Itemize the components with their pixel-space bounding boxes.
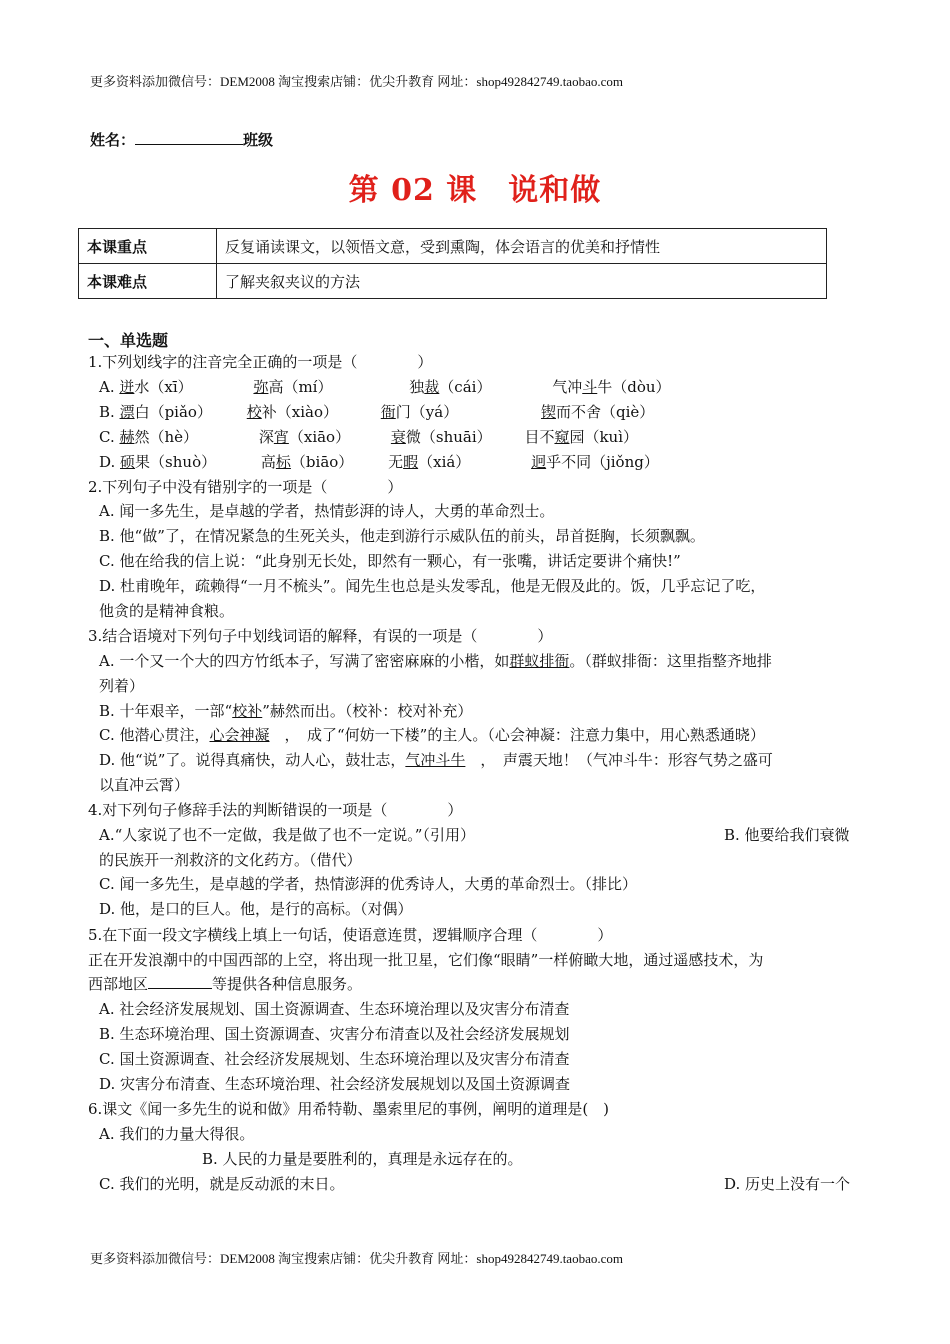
q5-passage-cont: 西部地区 等提供各种信息服务。 <box>88 975 363 993</box>
section-heading: 一、单选题 <box>88 331 169 350</box>
q6-option-d: D. 历史上没有一个 <box>724 1175 851 1193</box>
page-header: 更多资料添加微信号：DEM2008 淘宝搜索店铺：优尖升教育 网址：shop492842749.taobao.com <box>90 74 623 89</box>
lesson-title: 第 02 课 说和做 <box>348 173 602 208</box>
q5-option-c: C. 国土资源调查、社会经济发展规划、生态环境治理以及灾害分布清查 <box>99 1050 570 1068</box>
q4-option-d: D. 他，是口的巨人。他，是行的高标。（对偶） <box>99 900 413 918</box>
table-value: 了解夹叙夹议的方法 <box>217 264 827 299</box>
q5-option-d: D. 灾害分布清查、生态环境治理、社会经济发展规划以及国土资源调查 <box>99 1075 571 1093</box>
q5-stem: 5.在下面一段文字横线上填上一句话，使语意连贯，逻辑顺序合理（ ） <box>88 926 613 944</box>
class-label: 班级 <box>243 131 274 149</box>
table-row <box>79 229 827 264</box>
q2-option-a: A. 闻一多先生，是卓越的学者，热情彭湃的诗人，大勇的革命烈士。 <box>99 502 555 520</box>
q1-option-c: C. 赫然（hè） 深宵（xiāo） 衰微（shuāi） 目不窥园（kuì） <box>99 428 639 446</box>
q4-stem: 4.对下列句子修辞手法的判断错误的一项是（ ） <box>88 801 463 819</box>
q2-option-b: B. 他“做”了，在情况紧急的生死关头，他走到游行示威队伍的前头，昂首挺胸，长须飘飘。 <box>99 527 705 545</box>
table-row <box>79 264 827 299</box>
q4-option-a: A.“人家说了也不一定做，我是做了也不一定说。”（引用） <box>99 826 475 844</box>
q3-stem: 3.结合语境对下列句子中划线词语的解释，有误的一项是（ ） <box>88 627 553 645</box>
q1-option-a: A. 迸水（xī） 弥高（mí） 独裁（cái） 气冲斗牛（dòu） <box>99 378 671 396</box>
q4-option-c: C. 闻一多先生，是卓越的学者，热情澎湃的优秀诗人，大勇的革命烈士。（排比） <box>99 875 637 893</box>
q2-option-c: C. 他在给我的信上说：“此身别无长处，即然有一颗心，有一张嘴，讲话定要讲个痛快!” <box>99 552 681 570</box>
name-class-line <box>90 129 273 150</box>
q6-option-b: B. 人民的力量是要胜利的，真理是永远存在的。 <box>202 1150 523 1168</box>
q3-option-c: C. 他潜心贯注，心会神凝 ， 成了“何妨一下楼”的主人。（心会神凝：注意力集中，用心熟悉通晓） <box>99 726 765 744</box>
q5-option-a: A. 社会经济发展规划、国土资源调查、生态环境治理以及灾害分布清查 <box>99 1000 570 1018</box>
q6-option-c: C. 我们的光明，就是反动派的末日。 <box>99 1175 345 1193</box>
q3-option-d: D. 他“说”了。说得真痛快，动人心，鼓壮志，气冲斗牛 ， 声震天地！（气冲斗牛：形容气势之盛可 <box>99 751 773 769</box>
q6-option-a: A. 我们的力量大得很。 <box>99 1125 255 1143</box>
q2-option-d-cont: 他贪的是精神食粮。 <box>99 602 235 620</box>
q1-option-d: D. 硕果（shuò） 高标（biāo） 无暇（xiá） 迥乎不同（jiǒng） <box>99 453 659 471</box>
q5-option-b: B. 生态环境治理、国土资源调查、灾害分布清查以及社会经济发展规划 <box>99 1025 570 1043</box>
q1-option-b: B. 漂白（piǎo） 校补（xiào） 衙门（yá） 锲而不舍（qiè） <box>99 403 655 421</box>
name-blank <box>135 130 243 145</box>
q2-stem: 2.下列句子中没有错别字的一项是（ ） <box>88 478 403 496</box>
q3-option-a-cont: 列着） <box>99 677 145 695</box>
lesson-focus-table <box>78 228 827 299</box>
q3-option-a: A. 一个又一个大的四方竹纸本子，写满了密密麻麻的小楷，如群蚁排衙。（群蚁排衙：这里指整齐地排 <box>99 652 772 670</box>
table-key: 本课难点 <box>79 264 217 299</box>
q5-passage: 正在开发浪潮中的中国西部的上空，将出现一批卫星，它们像“眼睛”一样俯瞰大地，通过遥感技术，为 <box>88 951 764 969</box>
q2-option-d: D. 杜甫晚年，疏赖得“一月不梳头”。闻先生也总是头发零乱，他是无假及此的。饭，几乎忘记了吃， <box>99 577 766 595</box>
q1-stem: 1.下列划线字的注音完全正确的一项是（ ） <box>88 353 433 371</box>
table-key: 本课重点 <box>79 229 217 264</box>
name-label: 姓名： <box>90 131 136 149</box>
q6-stem: 6.课文《闻一多先生的说和做》用希特勒、墨索里尼的事例，阐明的道理是( ) <box>88 1100 610 1118</box>
q4-option-b-cont: 的民族开一剂救济的文化药方。（借代） <box>99 851 362 869</box>
fill-blank <box>148 974 212 989</box>
page-footer: 更多资料添加微信号：DEM2008 淘宝搜索店铺：优尖升教育 网址：shop492842749.taobao.com <box>90 1251 623 1266</box>
q3-option-d-cont: 以直冲云霄） <box>99 776 190 794</box>
q4-option-b: B. 他要给我们衰微 <box>724 826 850 844</box>
q3-option-b: B. 十年艰辛，一部“校补”赫然而出。（校补：校对补充） <box>99 702 473 720</box>
table-value: 反复诵读课文，以领悟文意，受到熏陶，体会语言的优美和抒情性 <box>217 229 827 264</box>
